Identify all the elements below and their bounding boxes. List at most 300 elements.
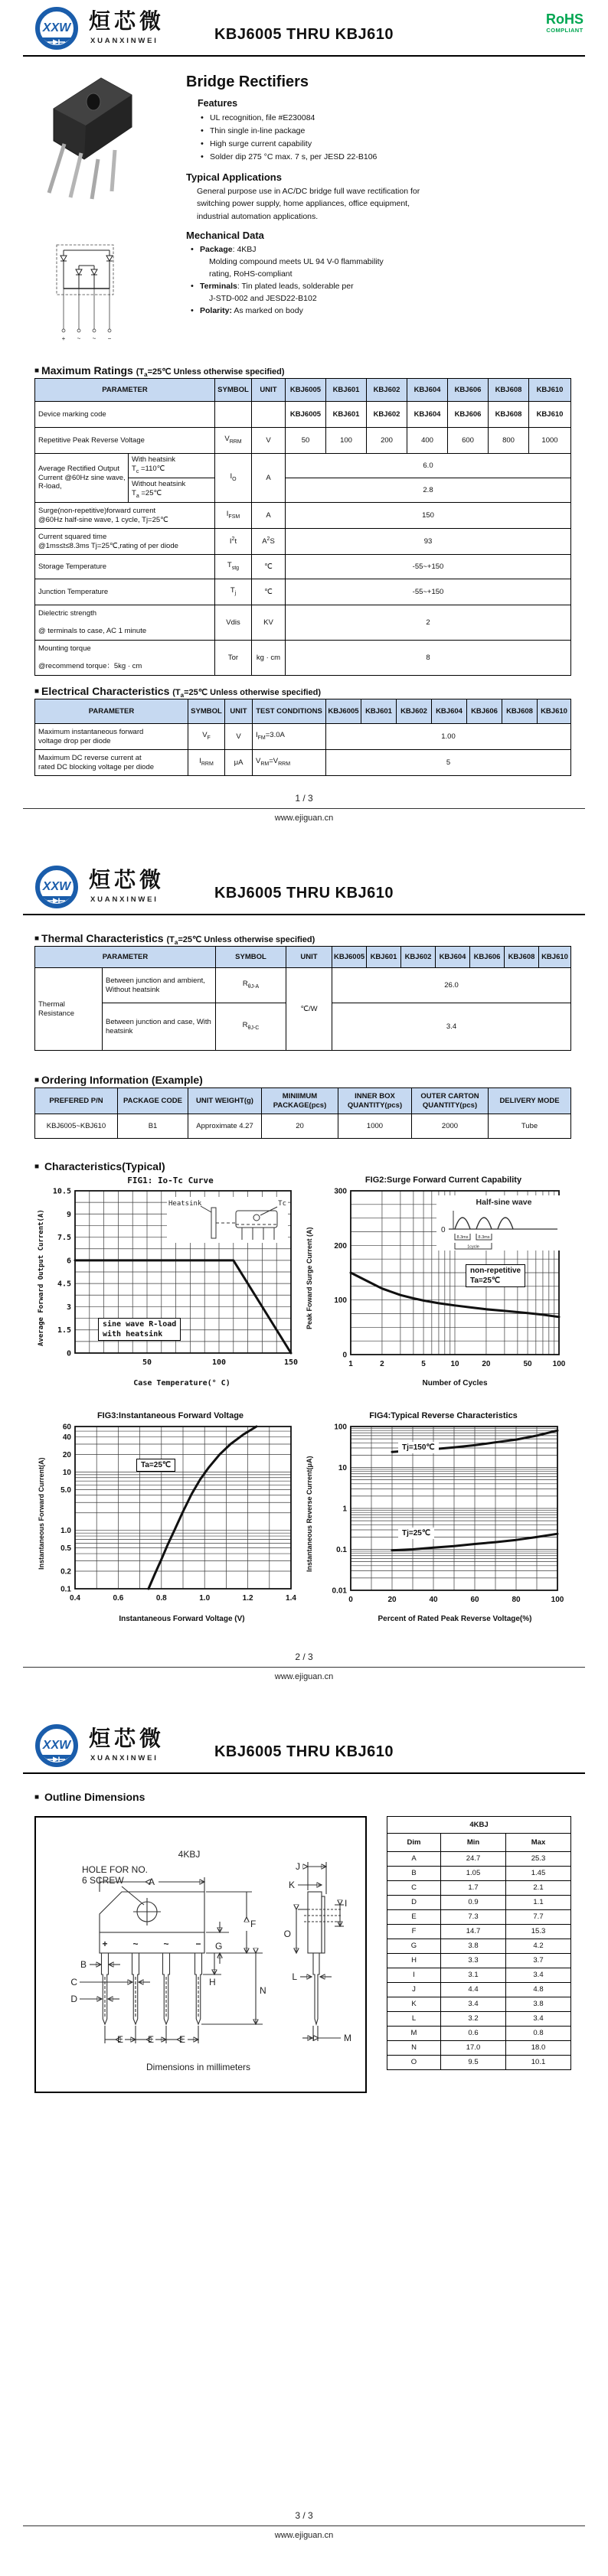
page-footer [23, 793, 585, 823]
diode-icon [91, 269, 97, 275]
value-cell: 2.8 [286, 478, 571, 503]
table-row [387, 1939, 571, 1954]
x-tick-label: 40 [429, 1596, 438, 1604]
mech-text: rating, RoHS-compliant [209, 269, 293, 279]
x-tick-label: 10 [450, 1360, 459, 1368]
brand-logo-icon [32, 1723, 83, 1770]
unit-cell [252, 402, 286, 428]
dim-cell: L [387, 2012, 441, 2027]
table-row [35, 605, 571, 641]
mech-text [200, 243, 257, 256]
col-header: KBJ6005 [286, 379, 326, 402]
table-row [387, 1997, 571, 2012]
min-cell: 17.0 [441, 2041, 506, 2056]
value-cell: 800 [489, 428, 529, 454]
brand-name-cn: 烜芯微 [89, 1727, 165, 1750]
heatsink-diagram-icon [167, 1197, 288, 1243]
polarity-mark: ~ [163, 1939, 169, 1949]
feature-text: High surge current capability [210, 139, 312, 148]
mech-text: Molding compound meets UL 94 V-0 flammability [209, 257, 384, 266]
min-cell: 3.1 [441, 1968, 506, 1983]
param-cell: Device marking code [35, 402, 215, 428]
tc-label: Tc [278, 1200, 286, 1208]
param-cell: Maximum DC reverse current at rated DC blocking voltage per diode [35, 750, 188, 776]
y-tick-label: 60 [62, 1423, 71, 1432]
product-title: Bridge Rectifiers [186, 73, 309, 90]
value-cell: 1000 [529, 428, 571, 454]
table-row [387, 1925, 571, 1939]
table-row [35, 641, 571, 676]
mech-rest: : 4KBJ [232, 245, 257, 254]
col-header: UNIT WEIGHT(g) [188, 1088, 262, 1114]
value-cell: 400 [407, 428, 448, 454]
dim-cell: H [387, 1954, 441, 1968]
test-cond-cell: $V_{RM}=V_{RRM}$ [253, 750, 326, 776]
heading-text: Outline Dimensions [44, 1791, 145, 1803]
x-tick-label: 20 [387, 1596, 397, 1604]
fig2-annotation: non-repetitive Ta=25℃ [466, 1264, 525, 1287]
y-tick-label: 5.0 [60, 1485, 71, 1495]
col-header: OUTER CARTON QUANTITY(pcs) [412, 1088, 489, 1114]
square-bullet-icon: ■ [34, 367, 40, 375]
col-header: SYMBOL [215, 379, 252, 402]
y-tick-label: 0.5 [60, 1544, 71, 1554]
page-header [23, 863, 585, 915]
value-cell: Approximate 4.27 [188, 1114, 262, 1139]
brand-name-en: XUANXINWEI [90, 1754, 159, 1762]
rohs-line2: COMPLIANT [546, 26, 583, 34]
square-bullet-icon: ■ [34, 1076, 40, 1084]
dim-label-i: I [345, 1898, 348, 1909]
col-header: KBJ606 [448, 379, 489, 402]
value-cell: 1000 [338, 1114, 412, 1139]
mech-bold: Terminals [200, 282, 237, 291]
table-row [35, 968, 571, 1003]
unit-cell: KV [252, 605, 286, 641]
max-cell: 1.1 [506, 1896, 571, 1910]
col-header: Min [441, 1834, 506, 1852]
outline-drawing-box [34, 1816, 367, 2093]
table-row [387, 2056, 571, 2070]
brand-name-en: XUANXINWEI [90, 895, 159, 904]
x-tick-label: 1.4 [286, 1594, 296, 1603]
bullet-icon: • [201, 152, 204, 161]
min-cell: 9.5 [441, 2056, 506, 2070]
value-cell: 100 [326, 428, 367, 454]
y-tick-label: 100 [334, 1296, 347, 1306]
col-header: Dim [387, 1834, 441, 1852]
y-tick-label: 100 [334, 1423, 347, 1432]
table-row [35, 724, 571, 750]
symbol-cell: $I_O$ [215, 454, 252, 503]
list-item [201, 125, 377, 138]
brand-name-en: XUANXINWEI [90, 37, 159, 45]
polarity-mark: ~ [132, 1939, 139, 1949]
condition-text: ($T_a=25℃$ Unless otherwise specified) [166, 935, 315, 947]
y-tick-label: 40 [62, 1433, 71, 1442]
value-cell: 600 [448, 428, 489, 454]
max-cell: 15.3 [506, 1925, 571, 1939]
applications-title: Typical Applications [186, 171, 282, 183]
heading-text: Characteristics(Typical) [44, 1160, 165, 1172]
col-header: KBJ604 [407, 379, 448, 402]
min-cell: 3.2 [441, 2012, 506, 2027]
value-cell: 5 [326, 750, 571, 776]
col-header: SYMBOL [216, 947, 286, 968]
unit-cell: μA [225, 750, 253, 776]
mechanical-title: Mechanical Data [186, 230, 264, 241]
col-header: KBJ6005 [332, 947, 367, 968]
table-row [387, 2012, 571, 2027]
dim-label-f: F [250, 1919, 257, 1929]
fig2-y-axis-label: Peak Foward Surge Current (A) [306, 1227, 313, 1329]
fig2-title: FIG2:Surge Forward Current Capability [364, 1176, 522, 1185]
col-header: KBJ610 [539, 947, 571, 968]
dim-cell: I [387, 1968, 441, 1983]
fig3-x-axis-label: Instantaneous Forward Voltage (V) [119, 1615, 245, 1623]
param-cell: Storage Temperature [35, 555, 215, 579]
square-bullet-icon: ■ [34, 687, 40, 696]
col-header: PARAMETER [35, 379, 215, 402]
min-cell: 1.05 [441, 1867, 506, 1881]
mech-rest: As marked on body [232, 306, 303, 315]
max-cell: 4.2 [506, 1939, 571, 1954]
col-header: UNIT [286, 947, 332, 968]
dim-label-o: O [283, 1929, 291, 1939]
y-tick-label: 9 [66, 1210, 71, 1219]
y-tick-label: 10 [338, 1464, 347, 1472]
col-header: UNIT [252, 379, 286, 402]
col-header: INNER BOX QUANTITY(pcs) [338, 1088, 412, 1114]
half-sine-label: Half-sine wave [476, 1198, 532, 1207]
value-cell: 1.00 [326, 724, 571, 750]
max-cell: 1.45 [506, 1867, 571, 1881]
fig1-annotation: sine wave R-load with heatsink [98, 1318, 181, 1341]
y-tick-label: 6 [66, 1257, 71, 1266]
y-tick-label: 1.5 [57, 1326, 71, 1335]
col-header: UNIT [225, 699, 253, 724]
thermal-heading [34, 932, 315, 946]
x-tick-label: 50 [523, 1360, 532, 1368]
table-row [35, 428, 571, 454]
product-photo [40, 69, 143, 203]
feature-text: UL recognition, file #E230084 [210, 113, 315, 122]
dim-label-d: D [70, 1994, 77, 2004]
min-cell: 24.7 [441, 1852, 506, 1867]
col-header: DELIVERY MODE [489, 1088, 571, 1114]
param-cell: Repetitive Peak Reverse Voltage [35, 428, 215, 454]
website-link[interactable]: www.ejiguan.cn [274, 2531, 334, 2540]
dim-cell: K [387, 1997, 441, 2012]
page-number: 2 / 3 [295, 1652, 313, 1662]
list-item [191, 268, 384, 280]
pin-label: + [61, 335, 66, 342]
max-ratings-heading [34, 364, 285, 378]
bullet-icon: • [191, 245, 194, 254]
footer-rule [23, 2525, 585, 2526]
dim-cell: B [387, 1867, 441, 1881]
max-cell: 25.3 [506, 1852, 571, 1867]
table-row [35, 579, 571, 605]
rohs-badge [546, 12, 583, 34]
x-tick-label: 50 [142, 1358, 152, 1367]
unit-cell: ℃ [252, 579, 286, 605]
dim-label-l: L [292, 1971, 297, 1982]
dimensions-table [387, 1816, 571, 2070]
fig2-surge-current [306, 1176, 580, 1399]
y-tick-label: 0.01 [332, 1586, 347, 1596]
table-row [387, 1852, 571, 1867]
fig3-annotation: Ta=25℃ [136, 1459, 175, 1472]
bridge-circuit-diagram [54, 242, 116, 343]
fig3-forward-voltage [38, 1411, 302, 1635]
param-cell: Mounting torque @recommend torque：5kg · cm [35, 641, 215, 676]
zero-label: 0 [441, 1226, 446, 1234]
list-item [191, 305, 384, 317]
unit-cell: ℃ [252, 555, 286, 579]
bullet-icon: • [201, 126, 204, 135]
bullet-icon: • [201, 113, 204, 122]
list-item [201, 151, 377, 164]
heading-text: Maximum Ratings [41, 364, 133, 377]
dim-label-a: A [148, 1877, 155, 1887]
fig4-y-axis-label: Instantaneous Reverse Current(μA) [306, 1456, 313, 1572]
ordering-table [34, 1087, 571, 1139]
ordering-heading [34, 1074, 203, 1086]
half-sine-wave-icon [436, 1195, 561, 1251]
pin-label: ~ [77, 335, 81, 342]
min-cell: 3.8 [441, 1939, 506, 1954]
dim-cell: F [387, 1925, 441, 1939]
col-header: KBJ608 [505, 947, 539, 968]
value-cell: KBJ6005~KBJ610 [35, 1114, 118, 1139]
dim-label-g: G [215, 1941, 223, 1952]
dim-cell: G [387, 1939, 441, 1954]
col-header: SYMBOL [188, 699, 225, 724]
table-row [387, 1881, 571, 1896]
min-cell: 7.3 [441, 1910, 506, 1925]
dim-cell: N [387, 2041, 441, 2056]
unit-cell: $A^2S$ [252, 529, 286, 555]
table-row [387, 1983, 571, 1997]
list-item [191, 292, 384, 305]
package-name-label: 4KBJ [178, 1849, 201, 1860]
fig2-x-axis-label: Number of Cycles [422, 1379, 488, 1387]
symbol-cell: $V_{RRM}$ [215, 428, 252, 454]
max-cell: 3.7 [506, 1954, 571, 1968]
brand-monogram: XXW [42, 1739, 71, 1752]
cycle-time-label: 8.3ms [456, 1235, 469, 1240]
value-cell: KBJ606 [448, 402, 489, 428]
square-bullet-icon: ■ [34, 1793, 40, 1802]
y-tick-label: 0.2 [60, 1567, 71, 1577]
col-header: Max [506, 1834, 571, 1852]
value-cell: 200 [367, 428, 407, 454]
unit-cell: kg · cm [252, 641, 286, 676]
x-tick-label: 0.4 [70, 1594, 80, 1603]
page-2 [0, 859, 608, 1717]
dim-label-c: C [70, 1977, 77, 1987]
dimensions-caption: Dimensions in millimeters [145, 2062, 251, 2072]
fig4-reverse-characteristics [306, 1411, 580, 1635]
mech-bold: Package [200, 245, 233, 254]
series-IF vs VF, Ta=25℃ [149, 1427, 257, 1589]
x-tick-label: 100 [211, 1358, 227, 1367]
value-cell: KBJ604 [407, 402, 448, 428]
list-item [191, 280, 384, 292]
table-row [35, 402, 571, 428]
dim-label-h: H [209, 1977, 216, 1987]
value-cell: 150 [286, 503, 571, 529]
thermal-table [34, 946, 571, 1051]
max-cell: 3.8 [506, 1997, 571, 2012]
footer-rule [23, 1667, 585, 1668]
x-tick-label: 60 [470, 1596, 479, 1604]
dim-label-e: E [147, 2034, 155, 2045]
features-list [201, 112, 377, 164]
mech-text [200, 305, 303, 317]
brand-logo-icon [32, 864, 83, 911]
max-cell: 2.1 [506, 1881, 571, 1896]
table-row [387, 1910, 571, 1925]
param-cell: Current squared time @1ms≤t≤8.3ms Tj=25℃,rating of per diode [35, 529, 215, 555]
bullet-icon: • [191, 282, 194, 291]
outline-heading [34, 1791, 145, 1803]
fig4-title: FIG4:Typical Reverse Characteristics [369, 1411, 518, 1420]
dim-cell: D [387, 1896, 441, 1910]
x-tick-label: 1.0 [199, 1594, 211, 1603]
min-cell: 4.4 [441, 1983, 506, 1997]
website-link[interactable]: www.ejiguan.cn [274, 1672, 334, 1681]
table-row [35, 454, 571, 478]
value-cell: B1 [118, 1114, 188, 1139]
value-cell: 93 [286, 529, 571, 555]
col-header: PARAMETER [35, 699, 188, 724]
value-cell: 8 [286, 641, 571, 676]
square-bullet-icon: ■ [34, 934, 40, 943]
cycle-time-label: 8.3ms [478, 1235, 490, 1240]
y-tick-label: 0.1 [336, 1546, 347, 1554]
x-tick-label: 2 [380, 1360, 384, 1368]
value-cell: 6.0 [286, 454, 571, 478]
symbol-cell: $I_{FSM}$ [215, 503, 252, 529]
dim-cell: O [387, 2056, 441, 2070]
y-tick-label: 0.1 [60, 1585, 71, 1594]
condition-text: ($T_a=25℃$ Unless otherwise specified) [136, 367, 285, 379]
min-cell: 0.6 [441, 2027, 506, 2041]
value-cell: 3.4 [332, 1003, 571, 1051]
heatsink-label: Heatsink [168, 1200, 202, 1208]
symbol-cell: $T_j$ [215, 579, 252, 605]
brand-logo-icon [32, 5, 83, 53]
symbol-cell: Vdis [215, 605, 252, 641]
max-cell: 4.8 [506, 1983, 571, 1997]
col-header: KBJ606 [467, 699, 502, 724]
min-cell: 0.9 [441, 1896, 506, 1910]
symbol-cell: Tor [215, 641, 252, 676]
col-header: KBJ602 [367, 379, 407, 402]
heading-text: Thermal Characteristics [41, 932, 164, 944]
param-cell: Between junction and case, With heatsink [103, 1003, 216, 1051]
param-cell: Dielectric strength @ terminals to case, AC 1 minute [35, 605, 215, 641]
col-header: KBJ610 [538, 699, 571, 724]
outline-drawing [36, 1818, 361, 2088]
y-tick-label: 0 [342, 1351, 347, 1360]
features-title: Features [198, 98, 238, 109]
brand-monogram: XXW [42, 880, 71, 893]
list-item [191, 256, 384, 268]
y-tick-label: 1.0 [60, 1527, 71, 1536]
col-header: KBJ604 [432, 699, 467, 724]
symbol-cell [215, 402, 252, 428]
diode-icon [106, 256, 113, 261]
param-subcell: Without heatsink $T_a$ =25℃ [129, 478, 215, 503]
x-tick-label: 1 [348, 1360, 353, 1368]
param-cell: Average Rectified Output Current @60Hz sine wave, R-load, [35, 454, 129, 503]
col-header: KBJ606 [470, 947, 505, 968]
col-header: KBJ608 [502, 699, 538, 724]
symbol-cell: $I_{RRM}$ [188, 750, 225, 776]
list-item [191, 243, 384, 256]
pin-label: − [107, 335, 112, 342]
min-cell: 3.3 [441, 1954, 506, 1968]
website-link[interactable]: www.ejiguan.cn [274, 814, 334, 823]
fig4-tj150-label: Tj=150℃ [398, 1442, 439, 1453]
dim-label-m: M [344, 2033, 351, 2043]
param-subcell: With heatsink $T_c$ =110℃ [129, 454, 215, 478]
max-cell: 18.0 [506, 2041, 571, 2056]
col-header: KBJ601 [367, 947, 401, 968]
doc-title: KBJ6005 THRU KBJ610 [214, 26, 394, 43]
condition-text: ($T_a=25℃$ Unless otherwise specified) [172, 688, 322, 699]
symbol-cell: $T_{stg}$ [215, 555, 252, 579]
col-header: KBJ608 [489, 379, 529, 402]
value-cell: Tube [489, 1114, 571, 1139]
polarity-mark: − [195, 1939, 201, 1949]
fig2-halfsine-inset [436, 1195, 561, 1251]
applications-text: General purpose use in AC/DC bridge full wave rectification for switching power supply, home appliances, office equipment, industrial automation applications. [197, 187, 420, 221]
param-cell: Surge(non-repetitive)forward current @60Hz half-sine wave, 1 cycle, Tj=25℃ [35, 503, 215, 529]
table-row [35, 750, 571, 776]
dim-label-k: K [288, 1880, 295, 1890]
hole-note: 6 SCREW [82, 1875, 124, 1886]
y-tick-label: 3 [66, 1303, 71, 1312]
value-cell: 26.0 [332, 968, 571, 1003]
electrical-heading [34, 685, 321, 699]
y-tick-label: 300 [334, 1187, 347, 1196]
max-cell: 7.7 [506, 1910, 571, 1925]
table-row [387, 1867, 571, 1881]
table-title: 4KBJ [387, 1817, 571, 1834]
dim-label-e: E [116, 2034, 124, 2045]
fig3-plot [38, 1422, 302, 1615]
max-cell: 0.8 [506, 2027, 571, 2041]
page-3 [0, 1717, 608, 2576]
symbol-cell: $R_{\theta J-C}$ [216, 1003, 286, 1051]
x-tick-label: 0.8 [155, 1594, 167, 1603]
min-cell: 14.7 [441, 1925, 506, 1939]
col-header: MINIIMUM PACKAGE(pcs) [262, 1088, 338, 1114]
unit-cell: V [225, 724, 253, 750]
fig1-y-axis-label: Average Forward Output Current(A) [38, 1209, 45, 1347]
brand-name-cn: 烜芯微 [89, 9, 165, 33]
page-header [23, 5, 585, 57]
symbol-cell: $V_F$ [188, 724, 225, 750]
fig1-x-axis-label: Case Temperature(° C) [133, 1379, 230, 1387]
fig1-title: FIG1: Io-Tc Curve [127, 1176, 214, 1185]
dim-cell: M [387, 2027, 441, 2041]
brand-monogram: XXW [42, 21, 71, 34]
